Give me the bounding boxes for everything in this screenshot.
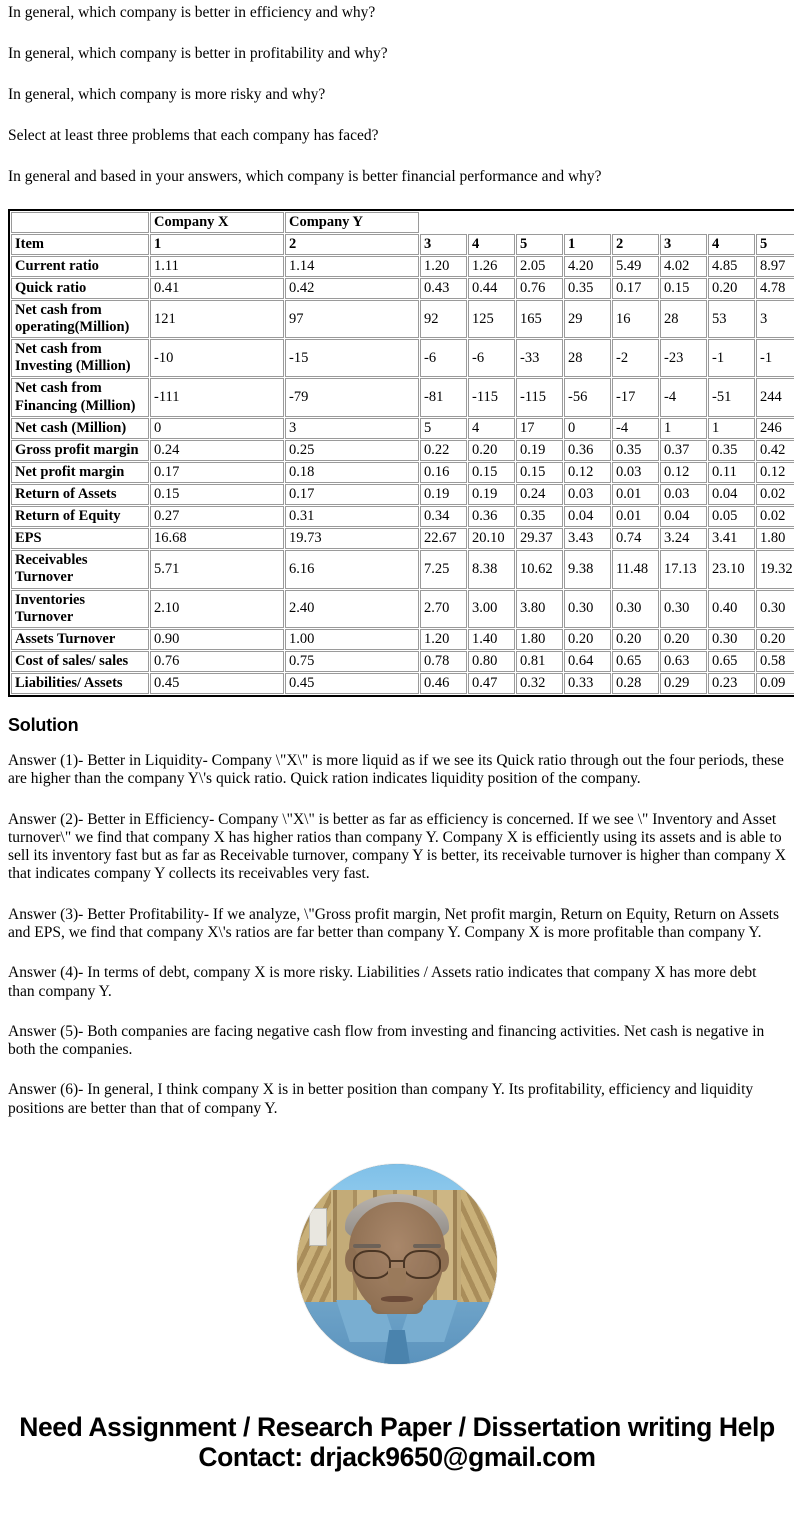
table-cell: 3.43 [564, 528, 611, 549]
table-cell: -4 [660, 378, 707, 416]
table-cell: 0.23 [708, 673, 755, 694]
row-label: Net profit margin [11, 462, 149, 483]
avatar-nose [388, 1268, 406, 1290]
table-cell: 0.35 [612, 440, 659, 461]
table-cell: 0.65 [612, 651, 659, 672]
table-cell: 0.05 [708, 506, 755, 527]
table-cell: 17.13 [660, 550, 707, 588]
table-cell: 0.09 [756, 673, 794, 694]
cta-line-3: Contact: drjack9650@gmail.com [198, 1442, 596, 1473]
table-cell: 0.30 [612, 590, 659, 628]
question-item: Select at least three problems that each company has faced? [8, 126, 379, 144]
table-cell: 0.29 [660, 673, 707, 694]
corner-cell [11, 212, 149, 233]
table-cell: 4.78 [756, 278, 794, 299]
table-cell: 0.12 [564, 462, 611, 483]
table-cell: 125 [468, 300, 515, 338]
table-cell: 29 [564, 300, 611, 338]
table-cell: 28 [660, 300, 707, 338]
table-cell: 0.44 [468, 278, 515, 299]
table-body [11, 212, 794, 695]
table-cell: 0.43 [420, 278, 467, 299]
table-cell: 0.75 [285, 651, 419, 672]
table-row [11, 506, 794, 527]
avatar-lens-left [353, 1250, 391, 1279]
table-cell: 0.12 [660, 462, 707, 483]
column-header-y5: 5 [756, 234, 794, 255]
table-cell: -6 [468, 339, 515, 377]
document-page [0, 4, 794, 1490]
table-cell: 4.02 [660, 256, 707, 277]
table-cell: 0.28 [612, 673, 659, 694]
table-cell: 3.24 [660, 528, 707, 549]
table-row [11, 590, 794, 628]
table-cell: 22.67 [420, 528, 467, 549]
table-cell: 0.65 [708, 651, 755, 672]
table-cell: 0.20 [564, 629, 611, 650]
table-cell: 0.17 [150, 462, 284, 483]
table-cell: 0.32 [516, 673, 563, 694]
table-cell: -33 [516, 339, 563, 377]
answer-paragraph: Answer (3)- Better Profitability- If we analyze, \"Gross profit margin, Net profit margin, Return on Equity, Return on Assets and EPS, we find that company X\'s ratios are far better than company Y. Company X is more profitable than company Y. [8, 905, 779, 942]
financial-ratios-table [8, 209, 794, 698]
table-cell: -115 [516, 378, 563, 416]
table-cell: 0.04 [564, 506, 611, 527]
table-cell: -23 [660, 339, 707, 377]
table-cell: 0.01 [612, 506, 659, 527]
table-cell: 0.37 [660, 440, 707, 461]
row-label: Gross profit margin [11, 440, 149, 461]
table-cell: 16.68 [150, 528, 284, 549]
table-cell: -6 [420, 339, 467, 377]
company-y-header: Company Y [285, 212, 419, 233]
solution-section [0, 715, 794, 1118]
table-cell: 165 [516, 300, 563, 338]
table-cell: 0.27 [150, 506, 284, 527]
table-cell: 0.30 [756, 590, 794, 628]
table-cell: 9.38 [564, 550, 611, 588]
table-row [11, 440, 794, 461]
table-cell: 19.32 [756, 550, 794, 588]
table-cell: 0.64 [564, 651, 611, 672]
table-cell: 0.33 [564, 673, 611, 694]
table-cell: 121 [150, 300, 284, 338]
question-item: In general, which company is better in efficiency and why? [8, 4, 376, 21]
table-row [11, 629, 794, 650]
table-cell: 8.97 [756, 256, 794, 277]
avatar-light-switch [309, 1208, 327, 1246]
table-cell: 10.62 [516, 550, 563, 588]
table-cell: 0.80 [468, 651, 515, 672]
table-cell: 0.04 [708, 484, 755, 505]
column-header-x3: 3 [420, 234, 467, 255]
table-cell: 0 [564, 418, 611, 439]
table-cell: -2 [612, 339, 659, 377]
table-cell: 0.16 [420, 462, 467, 483]
table-cell: 0.24 [150, 440, 284, 461]
row-label: Net cash from Financing (Million) [11, 378, 149, 416]
table-cell: 3.00 [468, 590, 515, 628]
answer-paragraph: Answer (6)- In general, I think company X is in better position than company Y. Its profitability, efficiency and liquidity positions are better than that of company Y. [8, 1081, 754, 1117]
table-row [11, 339, 794, 377]
table-cell: 4.85 [708, 256, 755, 277]
question-item: In general, which company is more risky and why? [8, 85, 326, 103]
table-cell: 2.05 [516, 256, 563, 277]
answer-paragraph: Answer (1)- Better in Liquidity- Company \"X\" is more liquid as if we see its Quick ratio through out the four periods, these are higher than the company Y\'s quick ratio. Quick ration indicates liquidity position of the company. [8, 752, 784, 788]
column-header-y2: 2 [612, 234, 659, 255]
avatar [297, 1164, 497, 1364]
table-cell: 0.18 [285, 462, 419, 483]
table-cell: 0.76 [150, 651, 284, 672]
table-cell: -4 [612, 418, 659, 439]
table-cell: 0.76 [516, 278, 563, 299]
table-cell: 0.19 [420, 484, 467, 505]
column-header-y4: 4 [708, 234, 755, 255]
table-cell: 0.19 [468, 484, 515, 505]
table-cell: 0.01 [612, 484, 659, 505]
table-cell: 5.71 [150, 550, 284, 588]
table-cell: 1 [660, 418, 707, 439]
table-cell: 0.25 [285, 440, 419, 461]
table-row [11, 256, 794, 277]
table-cell: 28 [564, 339, 611, 377]
avatar-lens-right [403, 1250, 441, 1279]
table-row [11, 378, 794, 416]
table-cell: -1 [756, 339, 794, 377]
table-cell: 0.58 [756, 651, 794, 672]
table-cell: 0.41 [150, 278, 284, 299]
table-cell: 0.30 [708, 629, 755, 650]
table-cell: 19.73 [285, 528, 419, 549]
table-cell: -115 [468, 378, 515, 416]
table-cell: 17 [516, 418, 563, 439]
table-period-header-row [11, 234, 794, 255]
group-header-filler [420, 212, 794, 233]
column-header-x4: 4 [468, 234, 515, 255]
table-cell: 1.11 [150, 256, 284, 277]
table-cell: 3 [285, 418, 419, 439]
table-cell: 0.35 [516, 506, 563, 527]
table-row [11, 651, 794, 672]
row-label: Return of Equity [11, 506, 149, 527]
column-header-x2: 2 [285, 234, 419, 255]
answer-paragraph: Answer (2)- Better in Efficiency- Company \"X\" is better as far as efficiency is concerned. If we see \" Inventory and Asset turnover\" we find that company X has higher ratios than company Y. Company X is efficiently using its assets and is able to sell its inventory fast but as far as Receivable turnover, company Y is better, its receivable turnover is higher than company X that indicates company Y collects its receivables very fast. [8, 810, 786, 883]
table-cell: 0.02 [756, 484, 794, 505]
table-row [11, 418, 794, 439]
table-cell: 0.36 [564, 440, 611, 461]
table-cell: 29.37 [516, 528, 563, 549]
table-cell: 246 [756, 418, 794, 439]
table-cell: 0.42 [285, 278, 419, 299]
table-cell: 0.17 [612, 278, 659, 299]
table-cell: 8.38 [468, 550, 515, 588]
table-cell: 0.04 [660, 506, 707, 527]
table-cell: 92 [420, 300, 467, 338]
table-cell: 0 [150, 418, 284, 439]
row-label: Receivables Turnover [11, 550, 149, 588]
table-row [11, 550, 794, 588]
table-cell: 0.42 [756, 440, 794, 461]
table-cell: 0.81 [516, 651, 563, 672]
table-cell: 1.80 [516, 629, 563, 650]
table-cell: 0.31 [285, 506, 419, 527]
table-cell: 0.15 [660, 278, 707, 299]
table-cell: 1.26 [468, 256, 515, 277]
table-cell: 0.20 [756, 629, 794, 650]
avatar-wall-right-panel [461, 1190, 497, 1312]
table-cell: 11.48 [612, 550, 659, 588]
table-cell: -51 [708, 378, 755, 416]
table-cell: 7.25 [420, 550, 467, 588]
table-row [11, 278, 794, 299]
table-cell: 0.03 [564, 484, 611, 505]
table-cell: 0.11 [708, 462, 755, 483]
table-cell: 0.20 [612, 629, 659, 650]
table-cell: 0.03 [612, 462, 659, 483]
table-cell: 0.34 [420, 506, 467, 527]
table-cell: 0.17 [285, 484, 419, 505]
cta-block [0, 1412, 794, 1490]
table-cell: 4.20 [564, 256, 611, 277]
answer-paragraph: Answer (5)- Both companies are facing negative cash flow from investing and financing activities. Net cash is negative in both the companies. [8, 1022, 765, 1059]
row-label: Liabilities/ Assets [11, 673, 149, 694]
table-cell: 0.63 [660, 651, 707, 672]
table-cell: -17 [612, 378, 659, 416]
avatar-glasses-bridge [390, 1260, 404, 1263]
table-row [11, 673, 794, 694]
table-cell: 0.20 [468, 440, 515, 461]
table-cell: 0.46 [420, 673, 467, 694]
table-cell: 0.22 [420, 440, 467, 461]
table-cell: 97 [285, 300, 419, 338]
table-row [11, 300, 794, 338]
table-cell: 20.10 [468, 528, 515, 549]
table-cell: -79 [285, 378, 419, 416]
table-cell: 0.24 [516, 484, 563, 505]
table-cell: 0.35 [564, 278, 611, 299]
column-header-y3: 3 [660, 234, 707, 255]
table-cell: 0.45 [150, 673, 284, 694]
table-cell: -15 [285, 339, 419, 377]
table-cell: -10 [150, 339, 284, 377]
row-label: Assets Turnover [11, 629, 149, 650]
table-cell: 1.20 [420, 256, 467, 277]
table-cell: -81 [420, 378, 467, 416]
table-row [11, 462, 794, 483]
row-label: Net cash from Investing (Million) [11, 339, 149, 377]
avatar-wrap [0, 1164, 794, 1364]
table-cell: 1.14 [285, 256, 419, 277]
table-cell: -1 [708, 339, 755, 377]
table-cell: 3 [756, 300, 794, 338]
row-label: Net cash (Million) [11, 418, 149, 439]
row-label: EPS [11, 528, 149, 549]
table-cell: 0.15 [516, 462, 563, 483]
row-label: Cost of sales/ sales [11, 651, 149, 672]
table-cell: 3.80 [516, 590, 563, 628]
table-cell: -111 [150, 378, 284, 416]
question-item: In general, which company is better in profitability and why? [8, 44, 388, 62]
table-cell: 0.12 [756, 462, 794, 483]
table-cell: 0.74 [612, 528, 659, 549]
table-row [11, 528, 794, 549]
table-cell: 0.19 [516, 440, 563, 461]
table-cell: 1 [708, 418, 755, 439]
answer-paragraph: Answer (4)- In terms of debt, company X is more risky. Liabilities / Assets ratio indicates that company X has more debt than company Y. [8, 964, 757, 1000]
table-cell: 0.20 [660, 629, 707, 650]
cta-line-2: writing Help [627, 1411, 775, 1442]
table-cell: -56 [564, 378, 611, 416]
table-cell: 244 [756, 378, 794, 416]
table-cell: 5.49 [612, 256, 659, 277]
table-cell: 0.30 [564, 590, 611, 628]
row-label: Return of Assets [11, 484, 149, 505]
solution-title: Solution [8, 715, 79, 736]
column-header-x5: 5 [516, 234, 563, 255]
table-cell: 1.00 [285, 629, 419, 650]
table-cell: 0.30 [660, 590, 707, 628]
table-cell: 0.90 [150, 629, 284, 650]
table-cell: 0.15 [150, 484, 284, 505]
table-cell: 0.78 [420, 651, 467, 672]
table-cell: 0.47 [468, 673, 515, 694]
table-cell: 1.80 [756, 528, 794, 549]
table-cell: 0.15 [468, 462, 515, 483]
row-label: Inventories Turnover [11, 590, 149, 628]
avatar-mouth [381, 1296, 413, 1302]
table-cell: 6.16 [285, 550, 419, 588]
table-cell: 4 [468, 418, 515, 439]
row-label: Net cash from operating(Million) [11, 300, 149, 338]
table-cell: 16 [612, 300, 659, 338]
table-row [11, 484, 794, 505]
row-label: Current ratio [11, 256, 149, 277]
table-cell: 0.40 [708, 590, 755, 628]
questions-block [0, 4, 794, 187]
table-cell: 1.40 [468, 629, 515, 650]
ratios-table-wrap [0, 209, 794, 698]
table-cell: 53 [708, 300, 755, 338]
column-header-y1: 1 [564, 234, 611, 255]
cta-line-1: Need Assignment / Research Paper / Dissertation [19, 1411, 621, 1442]
table-cell: 0.45 [285, 673, 419, 694]
column-header-item: Item [11, 234, 149, 255]
table-cell: 0.36 [468, 506, 515, 527]
table-cell: 2.10 [150, 590, 284, 628]
table-cell: 1.20 [420, 629, 467, 650]
table-cell: 0.02 [756, 506, 794, 527]
avatar-eyebrow-left [353, 1244, 381, 1248]
company-x-header: Company X [150, 212, 284, 233]
question-item: In general and based in your answers, which company is better financial performance and why? [8, 167, 602, 185]
column-header-x1: 1 [150, 234, 284, 255]
table-cell: 2.40 [285, 590, 419, 628]
table-cell: 5 [420, 418, 467, 439]
table-cell: 0.03 [660, 484, 707, 505]
row-label: Quick ratio [11, 278, 149, 299]
table-cell: 2.70 [420, 590, 467, 628]
table-group-header-row [11, 212, 794, 233]
table-cell: 0.20 [708, 278, 755, 299]
avatar-eyebrow-right [413, 1244, 441, 1248]
table-cell: 23.10 [708, 550, 755, 588]
table-cell: 0.35 [708, 440, 755, 461]
table-cell: 3.41 [708, 528, 755, 549]
